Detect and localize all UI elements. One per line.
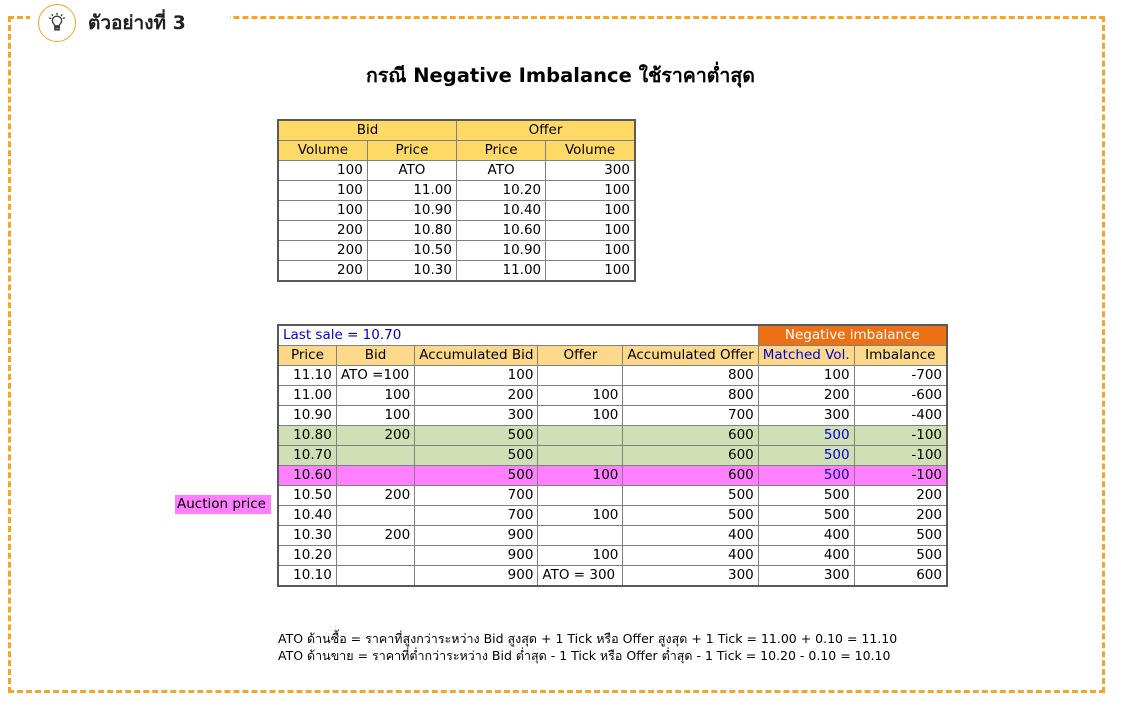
cell-offer-volume: 100 bbox=[546, 261, 635, 282]
cell-offer-price: 11.00 bbox=[456, 261, 545, 282]
cell-bid-price: 10.50 bbox=[367, 241, 456, 261]
cell-bid-volume: 200 bbox=[278, 261, 367, 282]
cell-accumulated-offer: 600 bbox=[623, 426, 758, 446]
cell-offer bbox=[538, 486, 623, 506]
footnote-ato-sell: ATO ด้านขาย = ราคาที่ต่ำกว่าระหว่าง Bid ต่ำสุด - 1 Tick หรือ Offer ต่ำสุด - 1 Tick = 10.20 - 0.10 = 10.10 bbox=[278, 648, 891, 663]
cell-bid bbox=[336, 446, 414, 466]
table-column-header-row bbox=[278, 141, 635, 161]
example-label: ตัวอย่างที่ 3 bbox=[88, 12, 186, 34]
cell-bid-volume: 100 bbox=[278, 201, 367, 221]
cell-offer: 100 bbox=[538, 386, 623, 406]
cell-matched-vol: 500 bbox=[758, 486, 854, 506]
cell-imbalance: -400 bbox=[854, 406, 947, 426]
cell-offer-volume: 100 bbox=[546, 201, 635, 221]
table-row bbox=[278, 546, 947, 566]
cell-bid-volume: 100 bbox=[278, 181, 367, 201]
cell-price: 10.90 bbox=[278, 406, 336, 426]
cell-accumulated-offer: 700 bbox=[623, 406, 758, 426]
cell-imbalance: 600 bbox=[854, 566, 947, 587]
cell-imbalance: 500 bbox=[854, 526, 947, 546]
cell-imbalance: -700 bbox=[854, 366, 947, 386]
col-offer-volume: Volume bbox=[546, 141, 635, 161]
page-title: กรณี Negative Imbalance ใช้ราคาต่ำสุด bbox=[366, 64, 755, 87]
table-group-header-row bbox=[278, 120, 635, 141]
cell-imbalance: 200 bbox=[854, 486, 947, 506]
cell-accumulated-bid: 500 bbox=[415, 426, 538, 446]
last-sale-value: Last sale = 10.70 bbox=[278, 325, 758, 346]
cell-imbalance: -100 bbox=[854, 426, 947, 446]
cell-bid bbox=[336, 566, 414, 587]
cell-accumulated-bid: 200 bbox=[415, 386, 538, 406]
cell-accumulated-offer: 600 bbox=[623, 466, 758, 486]
table-row-highlighted-green bbox=[278, 446, 947, 466]
cell-imbalance: -100 bbox=[854, 466, 947, 486]
col-matched-vol: Matched Vol. bbox=[758, 346, 854, 366]
cell-offer bbox=[538, 446, 623, 466]
cell-accumulated-offer: 400 bbox=[623, 546, 758, 566]
cell-bid-volume: 100 bbox=[278, 161, 367, 181]
col-bid: Bid bbox=[336, 346, 414, 366]
cell-bid: 100 bbox=[336, 386, 414, 406]
cell-price: 10.20 bbox=[278, 546, 336, 566]
cell-matched-vol: 500 bbox=[758, 426, 854, 446]
cell-accumulated-offer: 500 bbox=[623, 486, 758, 506]
cell-bid-price: 10.80 bbox=[367, 221, 456, 241]
cell-accumulated-bid: 500 bbox=[415, 466, 538, 486]
cell-offer-volume: 100 bbox=[546, 241, 635, 261]
last-sale-row bbox=[278, 325, 947, 346]
cell-matched-vol: 400 bbox=[758, 546, 854, 566]
lightbulb-icon bbox=[38, 4, 76, 42]
cell-matched-vol: 400 bbox=[758, 526, 854, 546]
group-header-bid: Bid bbox=[278, 120, 456, 141]
cell-price: 11.00 bbox=[278, 386, 336, 406]
cell-imbalance: -100 bbox=[854, 446, 947, 466]
cell-accumulated-bid: 900 bbox=[415, 546, 538, 566]
cell-imbalance: 200 bbox=[854, 506, 947, 526]
cell-accumulated-bid: 300 bbox=[415, 406, 538, 426]
cell-offer-price: 10.90 bbox=[456, 241, 545, 261]
cell-offer: ATO = 300 bbox=[538, 566, 623, 587]
cell-bid bbox=[336, 546, 414, 566]
table-row bbox=[278, 201, 635, 221]
table-row bbox=[278, 506, 947, 526]
cell-price: 10.60 bbox=[278, 466, 336, 486]
col-bid-price: Price bbox=[367, 141, 456, 161]
cell-imbalance: 500 bbox=[854, 546, 947, 566]
cell-accumulated-bid: 700 bbox=[415, 506, 538, 526]
cell-matched-vol: 300 bbox=[758, 406, 854, 426]
cell-accumulated-bid: 500 bbox=[415, 446, 538, 466]
col-offer: Offer bbox=[538, 346, 623, 366]
cell-offer-price: ATO bbox=[456, 161, 545, 181]
col-accumulated-bid: Accumulated Bid bbox=[415, 346, 538, 366]
cell-matched-vol: 500 bbox=[758, 466, 854, 486]
cell-price: 10.30 bbox=[278, 526, 336, 546]
cell-price: 10.40 bbox=[278, 506, 336, 526]
col-bid-volume: Volume bbox=[278, 141, 367, 161]
group-header-offer: Offer bbox=[456, 120, 635, 141]
cell-bid-price: 10.30 bbox=[367, 261, 456, 282]
cell-offer-volume: 100 bbox=[546, 221, 635, 241]
cell-offer-price: 10.60 bbox=[456, 221, 545, 241]
cell-accumulated-offer: 500 bbox=[623, 506, 758, 526]
matching-imbalance-table bbox=[277, 324, 948, 587]
table-row bbox=[278, 261, 635, 282]
col-price: Price bbox=[278, 346, 336, 366]
cell-offer bbox=[538, 366, 623, 386]
table-row bbox=[278, 406, 947, 426]
table-row-auction-price bbox=[278, 466, 947, 486]
cell-offer-price: 10.40 bbox=[456, 201, 545, 221]
cell-bid bbox=[336, 466, 414, 486]
cell-bid-price: 10.90 bbox=[367, 201, 456, 221]
footnote-ato-buy: ATO ด้านซื้อ = ราคาที่สูงกว่าระหว่าง Bid สูงสุด + 1 Tick หรือ Offer สูงสุด + 1 Tick = 11.00 + 0.10 = 11.10 bbox=[278, 631, 898, 646]
cell-bid: 200 bbox=[336, 486, 414, 506]
table-column-header-row bbox=[278, 346, 947, 366]
cell-offer-price: 10.20 bbox=[456, 181, 545, 201]
cell-offer: 100 bbox=[538, 406, 623, 426]
auction-price-annotation: Auction price bbox=[175, 495, 271, 514]
col-imbalance: Imbalance bbox=[854, 346, 947, 366]
cell-accumulated-offer: 300 bbox=[623, 566, 758, 587]
negative-imbalance-banner: Negative imbalance bbox=[758, 325, 947, 346]
table-row bbox=[278, 386, 947, 406]
cell-matched-vol: 500 bbox=[758, 506, 854, 526]
table-row bbox=[278, 366, 947, 386]
cell-accumulated-bid: 700 bbox=[415, 486, 538, 506]
table-row-highlighted-green bbox=[278, 426, 947, 446]
cell-offer: 100 bbox=[538, 506, 623, 526]
table-row bbox=[278, 221, 635, 241]
cell-offer bbox=[538, 426, 623, 446]
cell-price: 10.70 bbox=[278, 446, 336, 466]
cell-offer-volume: 300 bbox=[546, 161, 635, 181]
cell-accumulated-offer: 400 bbox=[623, 526, 758, 546]
bid-offer-table bbox=[277, 119, 636, 282]
cell-bid-volume: 200 bbox=[278, 241, 367, 261]
cell-accumulated-bid: 900 bbox=[415, 566, 538, 587]
cell-offer: 100 bbox=[538, 466, 623, 486]
table-row bbox=[278, 526, 947, 546]
cell-matched-vol: 500 bbox=[758, 446, 854, 466]
cell-price: 10.10 bbox=[278, 566, 336, 587]
cell-accumulated-bid: 900 bbox=[415, 526, 538, 546]
table-row bbox=[278, 486, 947, 506]
table-row bbox=[278, 241, 635, 261]
cell-bid-volume: 200 bbox=[278, 221, 367, 241]
cell-bid-price: 11.00 bbox=[367, 181, 456, 201]
col-offer-price: Price bbox=[456, 141, 545, 161]
cell-matched-vol: 100 bbox=[758, 366, 854, 386]
cell-accumulated-offer: 600 bbox=[623, 446, 758, 466]
cell-bid: 200 bbox=[336, 426, 414, 446]
table-row bbox=[278, 181, 635, 201]
cell-bid-price: ATO bbox=[367, 161, 456, 181]
cell-offer-volume: 100 bbox=[546, 181, 635, 201]
col-accumulated-offer: Accumulated Offer bbox=[623, 346, 758, 366]
cell-offer: 100 bbox=[538, 546, 623, 566]
footnotes bbox=[278, 630, 897, 664]
cell-price: 11.10 bbox=[278, 366, 336, 386]
cell-bid: 100 bbox=[336, 406, 414, 426]
cell-imbalance: -600 bbox=[854, 386, 947, 406]
cell-matched-vol: 300 bbox=[758, 566, 854, 587]
cell-matched-vol: 200 bbox=[758, 386, 854, 406]
cell-accumulated-offer: 800 bbox=[623, 366, 758, 386]
cell-bid bbox=[336, 506, 414, 526]
cell-offer bbox=[538, 526, 623, 546]
example-header bbox=[38, 2, 186, 44]
cell-price: 10.50 bbox=[278, 486, 336, 506]
cell-accumulated-bid: 100 bbox=[415, 366, 538, 386]
cell-price: 10.80 bbox=[278, 426, 336, 446]
cell-bid: ATO =100 bbox=[336, 366, 414, 386]
table-row bbox=[278, 161, 635, 181]
cell-accumulated-offer: 800 bbox=[623, 386, 758, 406]
table-row bbox=[278, 566, 947, 587]
cell-bid: 200 bbox=[336, 526, 414, 546]
